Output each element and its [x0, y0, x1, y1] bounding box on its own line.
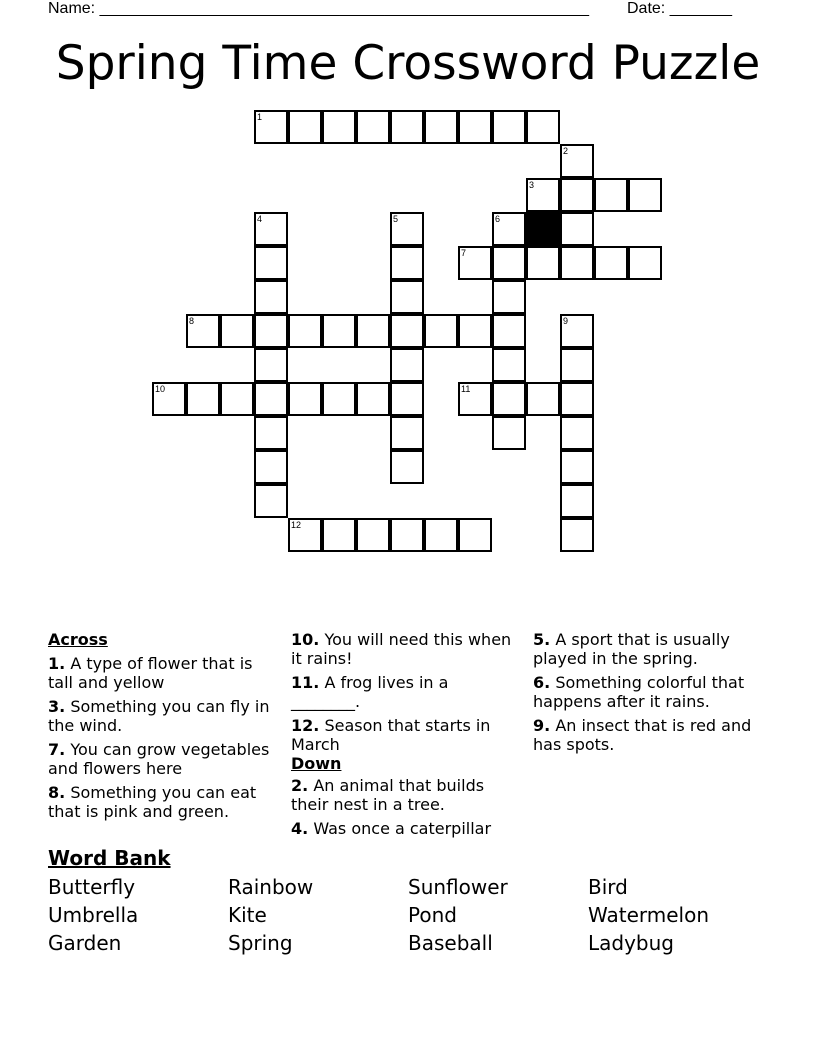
clue-number: 2.: [291, 776, 309, 795]
crossword-cell[interactable]: [390, 212, 424, 246]
clue-down-2: [291, 776, 516, 814]
clue-number: 8.: [48, 783, 66, 802]
clue-text: You can grow vegetables and flowers here: [48, 740, 270, 778]
clue-down-9: [533, 716, 773, 754]
crossword-cell[interactable]: [254, 314, 288, 348]
name-field-label: Name: _______________________________________________________: [48, 0, 589, 17]
crossword-cell[interactable]: [560, 518, 594, 552]
clue-number-label: 11: [461, 384, 471, 394]
crossword-cell[interactable]: [390, 314, 424, 348]
word-bank-item: Garden: [48, 931, 122, 955]
word-bank-item: Ladybug: [588, 931, 674, 955]
crossword-cell[interactable]: [560, 450, 594, 484]
crossword-cell[interactable]: [492, 246, 526, 280]
crossword-cell[interactable]: [390, 450, 424, 484]
clue-number-label: 10: [155, 384, 166, 394]
word-bank-item: Baseball: [408, 931, 493, 955]
crossword-cell[interactable]: [254, 246, 288, 280]
word-bank-item: Kite: [228, 903, 267, 927]
crossword-cell[interactable]: [356, 110, 390, 144]
crossword-cell[interactable]: [458, 110, 492, 144]
black-cell: [526, 212, 560, 246]
crossword-cell[interactable]: [322, 382, 356, 416]
crossword-cell[interactable]: [186, 382, 220, 416]
word-bank-item: Butterfly: [48, 875, 136, 899]
crossword-cell[interactable]: [526, 110, 560, 144]
crossword-cell[interactable]: [424, 518, 458, 552]
clue-across-1: [48, 654, 280, 692]
clue-across-12: [291, 716, 516, 754]
crossword-cell[interactable]: [220, 314, 254, 348]
crossword-cell[interactable]: [254, 110, 288, 144]
clue-down-4: [291, 819, 516, 838]
crossword-cell[interactable]: [254, 416, 288, 450]
word-bank-item: Pond: [408, 903, 457, 927]
clue-number: 12.: [291, 716, 320, 735]
clue-down-5: [533, 630, 773, 668]
clue-text: Something you can fly in the wind.: [48, 697, 270, 735]
crossword-cell[interactable]: [628, 246, 662, 280]
crossword-cell[interactable]: [322, 518, 356, 552]
crossword-cell[interactable]: [220, 382, 254, 416]
crossword-cell[interactable]: [560, 178, 594, 212]
clue-number-label: 1: [257, 112, 263, 122]
word-bank-item: Sunflower: [408, 875, 508, 899]
crossword-cell[interactable]: [560, 416, 594, 450]
crossword-cell[interactable]: [458, 518, 492, 552]
crossword-cell[interactable]: [492, 314, 526, 348]
crossword-cell[interactable]: [560, 484, 594, 518]
crossword-cell[interactable]: [560, 144, 594, 178]
crossword-cell[interactable]: [390, 280, 424, 314]
across-heading: Across: [48, 630, 108, 649]
crossword-cell[interactable]: [152, 382, 186, 416]
clue-across-7: [48, 740, 280, 778]
clue-number-label: 3: [529, 180, 535, 190]
crossword-cell[interactable]: [594, 246, 628, 280]
clue-number-label: 2: [563, 146, 569, 156]
crossword-cell[interactable]: [288, 382, 322, 416]
clue-across-11: [291, 673, 516, 711]
clue-text: Something colorful that happens after it rains.: [533, 673, 745, 711]
crossword-cell[interactable]: [390, 416, 424, 450]
clues-column-1: [48, 630, 280, 826]
clue-number: 5.: [533, 630, 551, 649]
crossword-cell[interactable]: [390, 110, 424, 144]
word-bank-item: Bird: [588, 875, 628, 899]
clue-text: Was once a caterpillar: [313, 819, 492, 838]
word-bank-item: Watermelon: [588, 903, 710, 927]
clue-across-10: [291, 630, 516, 668]
crossword-cell[interactable]: [254, 450, 288, 484]
clue-text: You will need this when it rains!: [291, 630, 512, 668]
crossword-cell[interactable]: [390, 382, 424, 416]
clue-down-6: [533, 673, 773, 711]
clue-number: 7.: [48, 740, 66, 759]
crossword-cell[interactable]: [356, 518, 390, 552]
clue-number: 6.: [533, 673, 551, 692]
clue-text: Something you can eat that is pink and green.: [48, 783, 257, 821]
clue-number-label: 5: [393, 214, 399, 224]
crossword-cell[interactable]: [594, 178, 628, 212]
crossword-cell[interactable]: [560, 382, 594, 416]
date-field-label: Date: _______: [627, 0, 732, 17]
crossword-cell[interactable]: [560, 314, 594, 348]
crossword-cell[interactable]: [526, 246, 560, 280]
crossword-cell[interactable]: [526, 178, 560, 212]
crossword-cell[interactable]: [492, 280, 526, 314]
clue-number-label: 12: [291, 520, 302, 530]
clue-number-label: 6: [495, 214, 501, 224]
page-title: Spring Time Crossword Puzzle: [55, 36, 761, 91]
crossword-cell[interactable]: [492, 382, 526, 416]
crossword-cell[interactable]: [390, 348, 424, 382]
clue-across-8: [48, 783, 280, 821]
crossword-cell[interactable]: [322, 314, 356, 348]
crossword-cell[interactable]: [288, 110, 322, 144]
word-bank-title: Word Bank: [48, 846, 171, 870]
clue-number: 3.: [48, 697, 66, 716]
clue-across-3: [48, 697, 280, 735]
clue-number: 11.: [291, 673, 320, 692]
clue-text: A type of flower that is tall and yellow: [48, 654, 253, 692]
clues-column-3: [533, 630, 773, 759]
clue-text: An animal that builds their nest in a tree.: [291, 776, 485, 814]
crossword-cell[interactable]: [424, 110, 458, 144]
clue-text: An insect that is red and has spots.: [533, 716, 752, 754]
crossword-cell[interactable]: [254, 280, 288, 314]
crossword-cell[interactable]: [254, 484, 288, 518]
crossword-cell[interactable]: [254, 212, 288, 246]
clues-column-2: [291, 630, 516, 843]
down-heading: Down: [291, 754, 342, 773]
crossword-cell[interactable]: [492, 110, 526, 144]
clue-number: 1.: [48, 654, 66, 673]
crossword-cell[interactable]: [560, 246, 594, 280]
crossword-cell[interactable]: [424, 314, 458, 348]
clue-text: A frog lives in a ________.: [291, 673, 449, 711]
crossword-cell[interactable]: [492, 348, 526, 382]
crossword-cell[interactable]: [288, 518, 322, 552]
crossword-cell[interactable]: [458, 382, 492, 416]
clue-text: A sport that is usually played in the spring.: [533, 630, 730, 668]
crossword-cell[interactable]: [458, 314, 492, 348]
clue-number: 9.: [533, 716, 551, 735]
crossword-cell[interactable]: [322, 110, 356, 144]
crossword-cell[interactable]: [390, 518, 424, 552]
word-bank-item: Spring: [228, 931, 293, 955]
clue-number-label: 9: [563, 316, 569, 326]
crossword-cell[interactable]: [254, 382, 288, 416]
crossword-cell[interactable]: [356, 314, 390, 348]
clue-number-label: 7: [461, 248, 467, 258]
crossword-cell[interactable]: [526, 382, 560, 416]
clue-number: 10.: [291, 630, 320, 649]
clue-number: 4.: [291, 819, 309, 838]
word-bank-item: Umbrella: [48, 903, 139, 927]
clue-number-label: 4: [257, 214, 263, 224]
crossword-cell[interactable]: [492, 416, 526, 450]
crossword-cell[interactable]: [390, 246, 424, 280]
crossword-cell[interactable]: [628, 178, 662, 212]
crossword-cell[interactable]: [254, 348, 288, 382]
word-bank-item: Rainbow: [228, 875, 314, 899]
crossword-cell[interactable]: [560, 348, 594, 382]
crossword-cell[interactable]: [288, 314, 322, 348]
crossword-cell[interactable]: [458, 246, 492, 280]
crossword-cell[interactable]: [356, 382, 390, 416]
crossword-cell[interactable]: [186, 314, 220, 348]
clue-text: Season that starts in March: [291, 716, 491, 754]
crossword-cell[interactable]: [492, 212, 526, 246]
clue-number-label: 8: [189, 316, 195, 326]
crossword-cell[interactable]: [560, 212, 594, 246]
